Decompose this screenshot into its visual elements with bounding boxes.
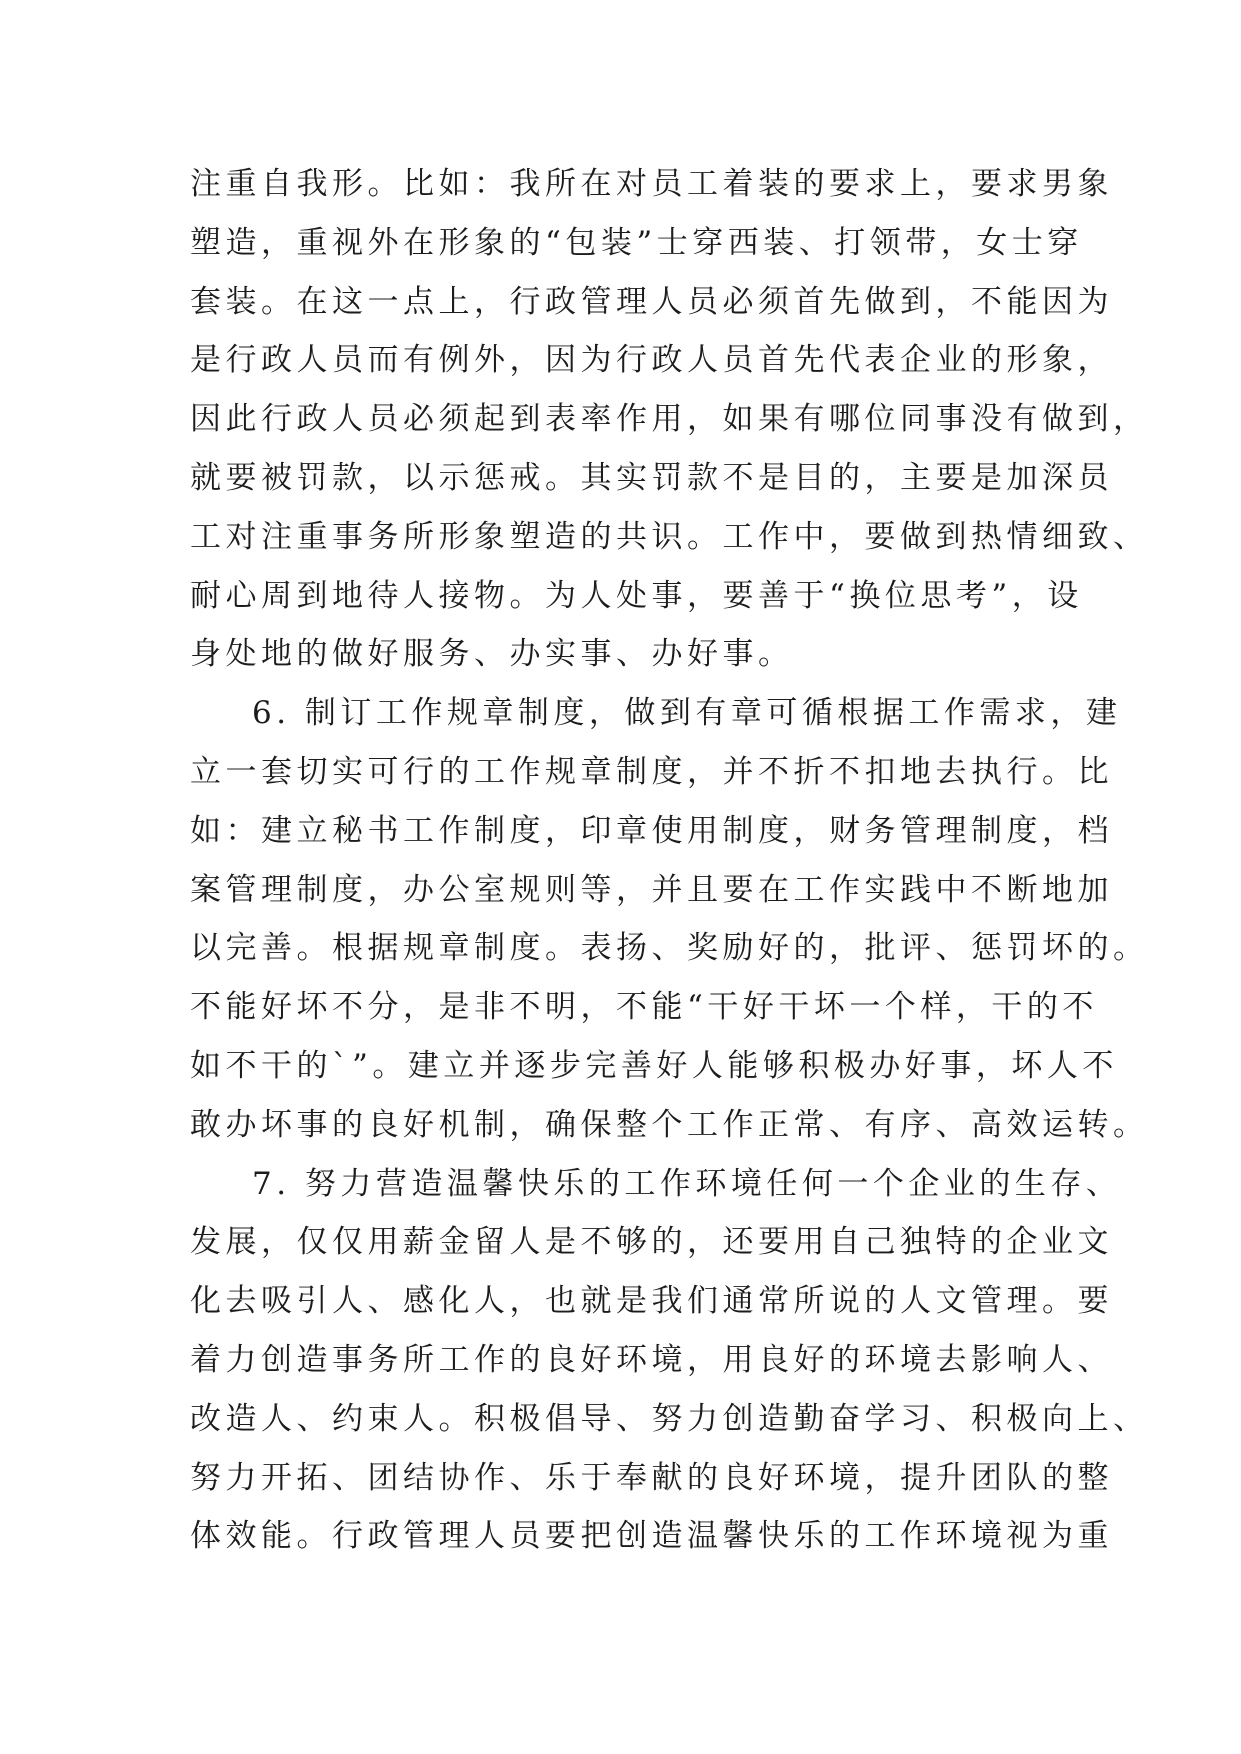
text-line: 套装。在这一点上，行政管理人员必须首先做到，不能因为 (190, 283, 1113, 320)
text-line: 如：建立秘书工作制度，印章使用制度，财务管理制度，档 (190, 812, 1113, 849)
text-line: 以完善。根据规章制度。表扬、奖励好的，批评、惩罚坏的。 (190, 930, 1149, 967)
text-line: 工对注重事务所形象塑造的共识。工作中，要做到热情细致、 (190, 518, 1149, 555)
text-line: 不能好坏不分，是非不明，不能“干好干坏一个样，干的不 (190, 989, 1098, 1026)
text-line: 如不干的`”。建立并逐步完善好人能够积极办好事，坏人不 (190, 1047, 1118, 1084)
text-line: 因此行政人员必须起到表率作用，如果有哪位同事没有做到， (190, 401, 1149, 438)
text-line: 发展，仅仅用薪金留人是不够的，还要用自己独特的企业文 (190, 1224, 1113, 1261)
text-line: 注重自我形。比如：我所在对员工着装的要求上，要求男象 (190, 166, 1113, 202)
text-line: 改造人、约束人。积极倡导、努力创造勤奋学习、积极向上、 (190, 1400, 1149, 1437)
paragraph-heading-6: 6. 制订工作规章制度，做到有章可循根据工作需求，建 (252, 695, 1122, 732)
paragraph-heading-7: 7. 努力营造温馨快乐的工作环境任何一个企业的生存、 (252, 1165, 1122, 1202)
text-line: 是行政人员而有例外，因为行政人员首先代表企业的形象， (190, 342, 1113, 379)
text-line: 身处地的做好服务、办实事、办好事。 (190, 636, 794, 673)
text-line: 就要被罚款，以示惩戒。其实罚款不是目的，主要是加深员 (190, 459, 1113, 496)
text-line: 案管理制度，办公室规则等，并且要在工作实践中不断地加 (190, 871, 1113, 908)
text-line: 化去吸引人、感化人，也就是我们通常所说的人文管理。要 (190, 1283, 1113, 1320)
text-line: 努力开拓、团结协作、乐于奉献的良好环境，提升团队的整 (190, 1459, 1113, 1496)
body-text (190, 155, 1149, 1566)
text-line: 立一套切实可行的工作规章制度，并不折不扣地去执行。比 (190, 753, 1113, 790)
text-line: 耐心周到地待人接物。为人处事，要善于“换位思考”，设 (190, 577, 1083, 614)
text-line: 着力创造事务所工作的良好环境，用良好的环境去影响人、 (190, 1341, 1113, 1378)
text-line: 塑造，重视外在形象的“包装”士穿西装、打领带，女士穿 (190, 224, 1083, 261)
text-line: 敢办坏事的良好机制，确保整个工作正常、有序、高效运转。 (190, 1106, 1149, 1143)
text-line: 体效能。行政管理人员要把创造温馨快乐的工作环境视为重 (190, 1518, 1113, 1555)
